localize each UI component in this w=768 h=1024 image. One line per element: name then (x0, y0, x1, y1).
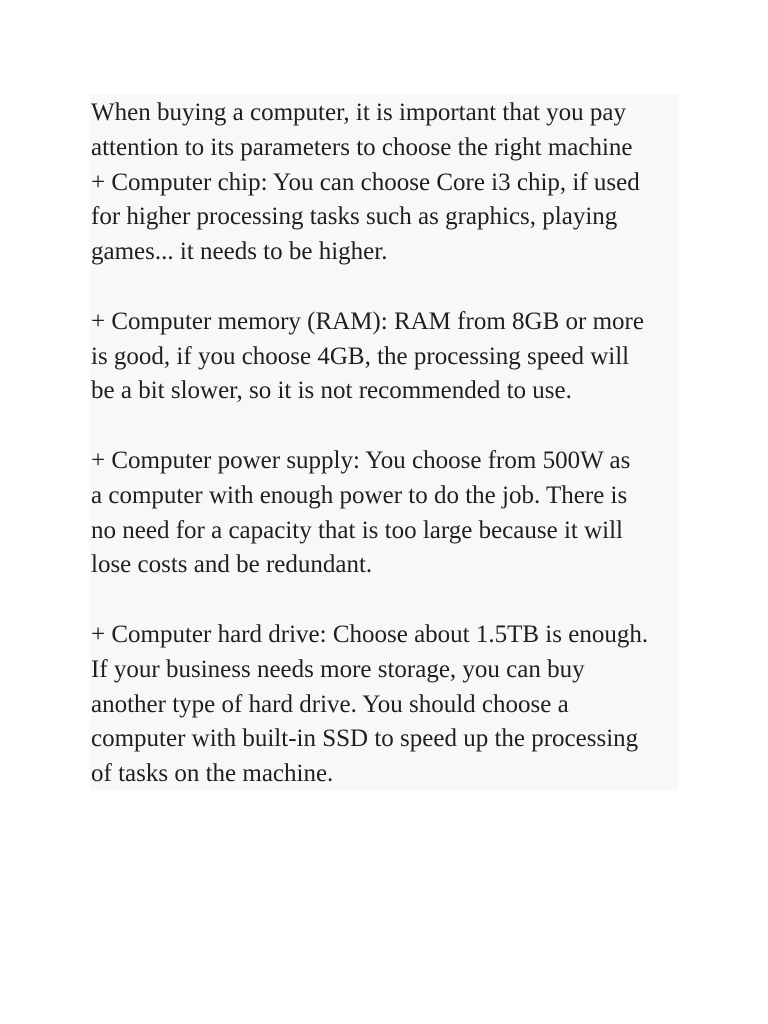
text-line: no need for a capacity that is too large because it will (91, 516, 623, 544)
text-line: If your business needs more storage, you can buy (91, 655, 585, 683)
paragraph-memory (91, 305, 678, 409)
text-line: When buying a computer, it is important that you pay (91, 99, 626, 126)
paragraph-gap (91, 583, 678, 618)
paragraph-hard-drive (91, 618, 678, 792)
text-line: + Computer power supply: You choose from 500W as (91, 446, 631, 474)
text-line: games... it needs to be higher. (91, 238, 388, 266)
document-text-block (90, 94, 678, 791)
text-line: + Computer memory (RAM): RAM from 8GB or more (91, 307, 644, 335)
paragraph-gap (91, 270, 678, 305)
text-line: a computer with enough power to do the job. There is (91, 481, 628, 509)
paragraph-power-supply (91, 444, 678, 583)
text-line: + Computer chip: You can choose Core i3 chip, if used (91, 168, 640, 196)
text-line: computer with built-in SSD to speed up the processing (91, 725, 639, 753)
text-line: of tasks on the machine. (91, 760, 334, 788)
paragraph-intro-chip (91, 96, 678, 270)
text-line: + Computer hard drive: Choose about 1.5TB is enough. (91, 620, 649, 648)
text-line: attention to its parameters to choose the right machine (91, 133, 633, 161)
text-line: for higher processing tasks such as graphics, playing (91, 203, 618, 231)
text-line: lose costs and be redundant. (91, 551, 373, 579)
text-line: be a bit slower, so it is not recommended to use. (91, 377, 572, 405)
paragraph-gap (91, 409, 678, 444)
text-line: is good, if you choose 4GB, the processing speed will (91, 342, 630, 370)
text-line: another type of hard drive. You should choose a (91, 690, 569, 718)
